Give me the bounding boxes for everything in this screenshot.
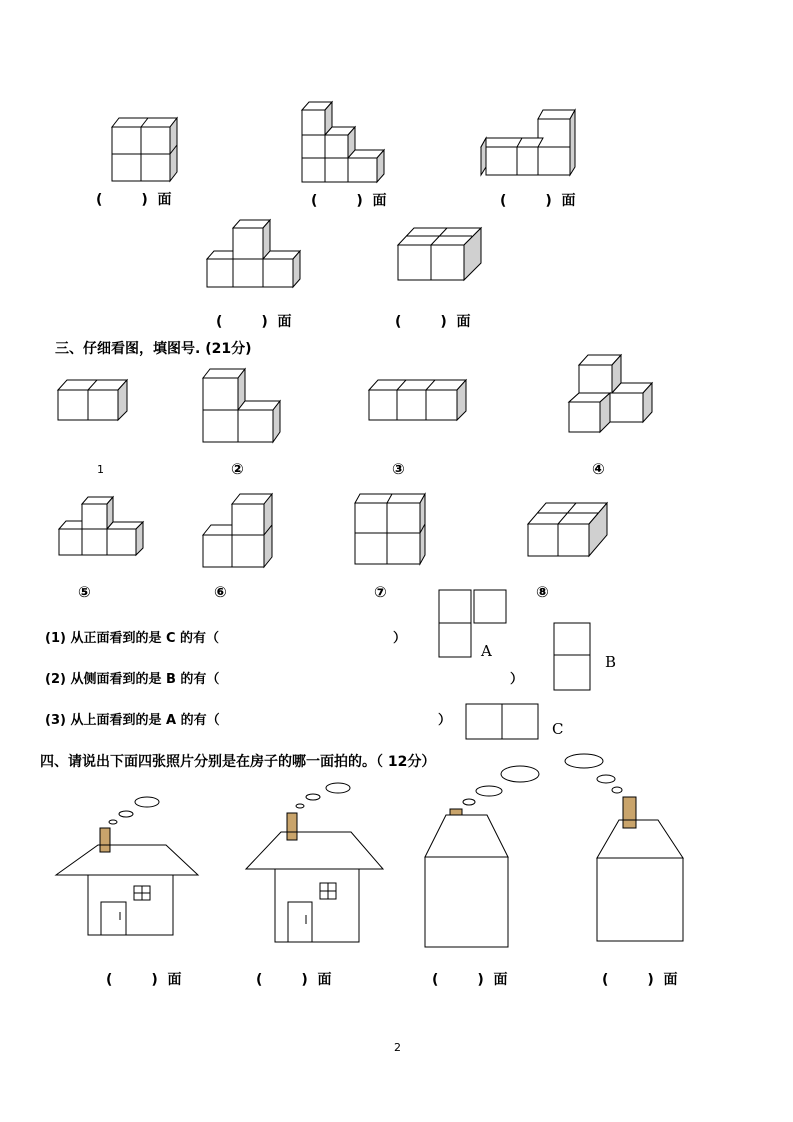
question-3-text: (3) 从上面看到的是 A 的有（ — [45, 713, 220, 728]
figure-1-cubes — [58, 380, 127, 420]
view-a-shape — [439, 590, 506, 657]
figure-number-3: ③ — [392, 460, 405, 478]
section-3-heading: 三、仔细看图，填图号. (21分) — [55, 341, 252, 357]
figure-number-5: ⑤ — [78, 583, 91, 601]
house-front-1 — [56, 797, 198, 935]
view-c-shape — [466, 704, 538, 739]
face-label-2[interactable]: ( ) 面 — [311, 193, 387, 209]
view-letter-b: B — [605, 653, 617, 671]
question-3-close: ） — [438, 713, 452, 728]
face-label-4[interactable]: ( ) 面 — [216, 314, 292, 330]
house-label-2[interactable]: ( ) 面 — [256, 972, 332, 988]
figure-number-8: ⑧ — [536, 583, 549, 601]
figure-pyramid-cubes — [207, 220, 300, 287]
section-4-heading: 四、请说出下面四张照片分别是在房子的哪一面拍的。（ 12分） — [40, 754, 436, 770]
face-label-3[interactable]: ( ) 面 — [500, 193, 576, 209]
figure-number-4: ④ — [592, 460, 605, 478]
face-label-5[interactable]: ( ) 面 — [395, 314, 471, 330]
house-front-2 — [246, 783, 383, 942]
house-side-3 — [425, 766, 539, 947]
figure-flat-2x2-cubes — [398, 228, 481, 280]
house-label-1[interactable]: ( ) 面 — [106, 972, 182, 988]
figure-7-cubes — [355, 494, 425, 564]
figure-6-cubes — [203, 494, 272, 567]
figure-l-shape-cubes — [481, 110, 575, 175]
figure-number-6: ⑥ — [214, 583, 227, 601]
figure-staircase-cubes — [302, 102, 384, 182]
figure-number-7: ⑦ — [374, 583, 387, 601]
face-label-1[interactable]: ( ) 面 — [96, 192, 172, 208]
house-side-4 — [565, 754, 683, 941]
figure-2-cubes — [203, 369, 280, 442]
page-number: 2 — [394, 1041, 401, 1054]
figure-number-1: 1 — [97, 463, 104, 476]
question-1-close: ） — [393, 631, 407, 646]
figure-3-cubes — [369, 380, 466, 420]
figure-number-2: ② — [231, 460, 244, 478]
house-label-4[interactable]: ( ) 面 — [602, 972, 678, 988]
view-b-shape — [554, 623, 590, 690]
question-1-text: (1) 从正面看到的是 C 的有（ — [45, 631, 220, 646]
figure-4-cubes — [569, 355, 652, 432]
question-2-close: ） — [510, 672, 524, 687]
figure-8-cubes — [528, 503, 607, 556]
view-letter-a: A — [481, 642, 492, 660]
question-2-text: (2) 从侧面看到的是 B 的有（ — [45, 672, 220, 687]
figure-2x2-cubes — [112, 118, 177, 181]
view-letter-c: C — [552, 720, 564, 738]
figure-5-cubes — [59, 497, 143, 555]
house-label-3[interactable]: ( ) 面 — [432, 972, 508, 988]
